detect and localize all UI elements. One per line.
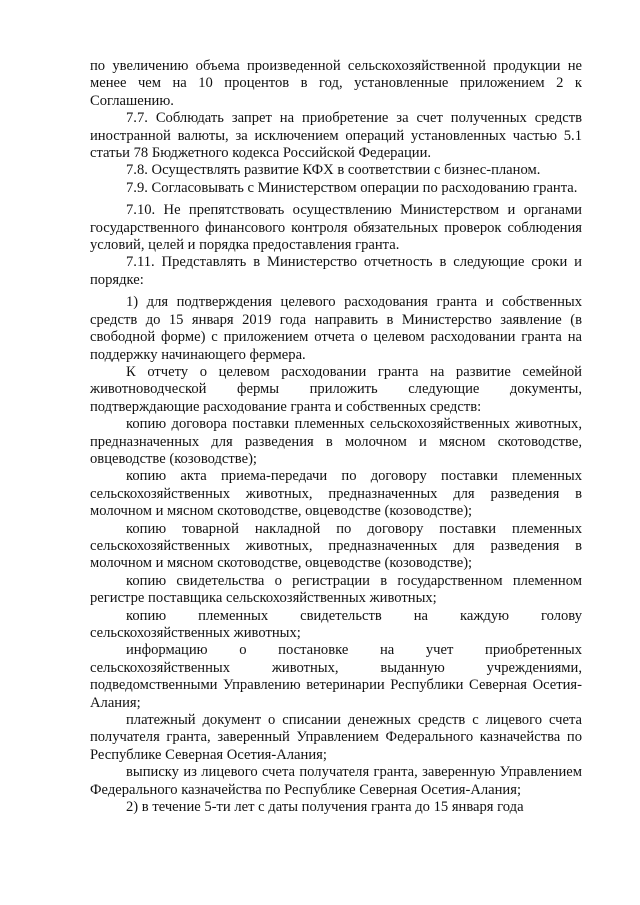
paragraph-7-9: 7.9. Согласовывать с Министерством операции по расходованию гранта. [126, 179, 578, 196]
paragraph-7-11: 7.11. Представлять в Министерство отчетность в следующие сроки и порядке: [90, 254, 582, 288]
paragraph-7-8: 7.8. Осуществлять развитие КФХ в соответствии с бизнес-планом. [126, 162, 541, 179]
paragraph-7-10: 7.10. Не препятствовать осуществлению Министерством и органами государственного финансового контроля обязательных проверок соблюдения условий, целей и порядка предоставления гранта. [90, 202, 582, 254]
paragraph-account-statement: выписку из лицевого счета получателя гранта, заверенную Управлением Федерального казначейства по Республике Северная Осетия-Алания; [90, 764, 582, 798]
paragraph-item-1: 1) для подтверждения целевого расходования гранта и собственных средств до 15 января 2019 года направить в Министерство заявление (в свободной форме) с приложением отчета о целевом расходовании гранта на поддержку начинающего фермера. [90, 294, 582, 363]
paragraph-invoice-copy: копию товарной накладной по договору поставки племенных сельскохозяйственных животных, предназначенных для разведения в молочном и мясном скотоводстве, овцеводстве (козоводстве); [90, 520, 582, 572]
paragraph-registry-certificate: копию свидетельства о регистрации в государственном племенном регистре поставщика сельскохозяйственных животных; [90, 572, 582, 607]
paragraph-payment-document: платежный документ о списании денежных средств с лицевого счета получателя гранта, заверенный Управлением Федерального казначейства по Республике Северная Осетия-Алания; [90, 712, 582, 763]
paragraph-1: по увеличению объема произведенной сельскохозяйственной продукции не менее чем на 10 процентов в год, установленные приложением 2 к Соглашению. [90, 58, 582, 109]
paragraph-7-7: 7.7. Соблюдать запрет на приобретение за счет полученных средств иностранной валюты, за исключением операций установленных частью 5.1 статьи 78 Бюджетного кодекса Российской Федерации. [90, 110, 582, 162]
paragraph-item-2: 2) в течение 5-ти лет с даты получения гранта до 15 января года [126, 799, 524, 816]
document-page [90, 58, 582, 816]
paragraph-report-attachments: К отчету о целевом расходовании гранта на развитие семейной животноводческой фермы приложить следующие документы, подтверждающие расходование гранта и собственных средств: [90, 363, 582, 415]
paragraph-contract-copy: копию договора поставки племенных сельскохозяйственных животных, предназначенных для разведения в молочном и мясном скотоводстве, овцеводстве (козоводстве); [90, 416, 582, 467]
paragraph-act-copy: копию акта приема-передачи по договору поставки племенных сельскохозяйственных животных, предназначенных для разведения в молочном и мясном скотоводстве, овцеводстве (козоводстве); [90, 468, 582, 520]
paragraph-registration-info: информацию о постановке на учет приобретенных сельскохозяйственных животных, выданную учреждениями, подведомственными Управлению ветеринарии Республики Северная Осетия-Алания; [90, 642, 582, 711]
paragraph-breeding-certificates: копию племенных свидетельств на каждую голову сельскохозяйственных животных; [90, 607, 582, 641]
